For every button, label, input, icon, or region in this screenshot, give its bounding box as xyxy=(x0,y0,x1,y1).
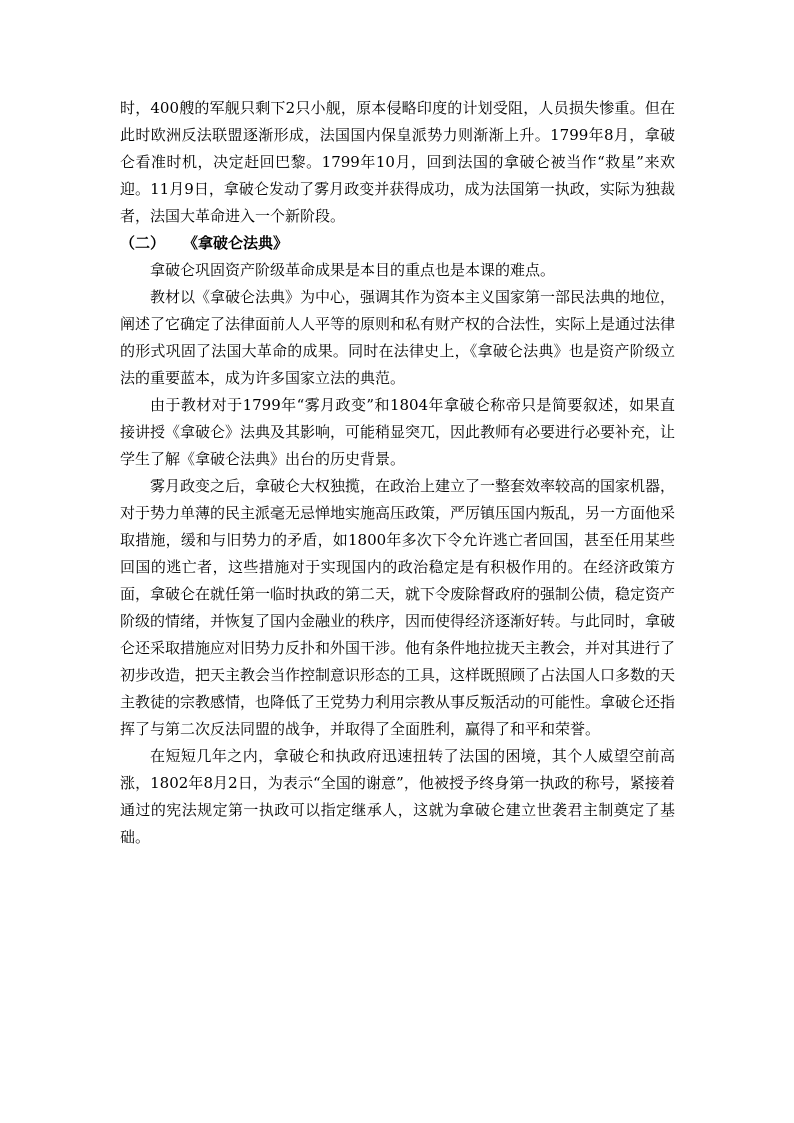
body-paragraph-4: 雾月政变之后，拿破仑大权独揽，在政治上建立了一整套效率较高的国家机器，对于势力单薄的民主派毫无忌惮地实施高压政策，严厉镇压国内叛乱，另一方面他采取措施，缓和与旧势力的矛盾，如1800年多次下令允许逃亡者回国，甚至任用某些回国的逃亡者，这些措施对于实现国内的政治稳定是有积极作用的。在经济政策方面，拿破仑在就任第一临时执政的第二天，就下令废除督政府的强制公债，稳定资产阶级的情绪，并恢复了国内金融业的秩序，因而使得经济逐渐好转。与此同时，拿破仑还采取措施应对旧势力反扑和外国干涉。他有条件地拉拢天主教会，并对其进行了初步改造，把天主教会当作控制意识形态的工具，这样既照顾了占法国人口多数的天主教徒的宗教感情，也降低了王党势力利用宗教从事反叛活动的可能性。拿破仑还指挥了与第二次反法同盟的战争，并取得了全面胜利，赢得了和平和荣誉。 xyxy=(120,477,676,738)
body-paragraph-3: 由于教材对于1799年“雾月政变”和1804年拿破仑称帝只是简要叙述，如果直接讲授《拿破仑》法典及其影响，可能稍显突兀，因此教师有必要进行必要补充，让学生了解《拿破仑法典》出台的历史背景。 xyxy=(120,396,676,468)
section-title: 《拿破仑法典》 xyxy=(183,234,289,252)
body-paragraph-1: 拿破仑巩固资产阶级革命成果是本目的重点也是本课的难点。 xyxy=(150,261,556,279)
body-paragraph-2: 教材以《拿破仑法典》为中心，强调其作为资本主义国家第一部民法典的地位，阐述了它确定了法律面前人人平等的原则和私有财产权的合法性，实际上是通过法律的形式巩固了法国大革命的成果。同时在法律史上，《拿破仑法典》也是资产阶级立法的重要蓝本，成为许多国家立法的典范。 xyxy=(120,288,676,387)
opening-paragraph: 时，400艘的军舰只剩下2只小舰，原本侵略印度的计划受阻，人员损失惨重。但在此时欧洲反法联盟逐渐形成，法国国内保皇派势力则渐渐上升。1799年8月，拿破仑看准时机，决定赶回巴黎。1799年10月，回到法国的拿破仑被当作“救星”来欢迎。11月9日，拿破仑发动了雾月政变并获得成功，成为法国第一执政，实际为独裁者，法国大革命进入一个新阶段。 xyxy=(120,99,675,225)
section-heading xyxy=(120,230,675,257)
body-paragraph-5: 在短短几年之内，拿破仑和执政府迅速扭转了法国的困境，其个人威望空前高涨，1802年8月2日，为表示“全国的谢意”，他被授予终身第一执政的称号，紧接着通过的宪法规定第一执政可以指定继承人，这就为拿破仑建立世袭君主制奠定了基础。 xyxy=(120,747,675,846)
section-number: （二） xyxy=(120,234,166,252)
document-page xyxy=(120,95,675,851)
